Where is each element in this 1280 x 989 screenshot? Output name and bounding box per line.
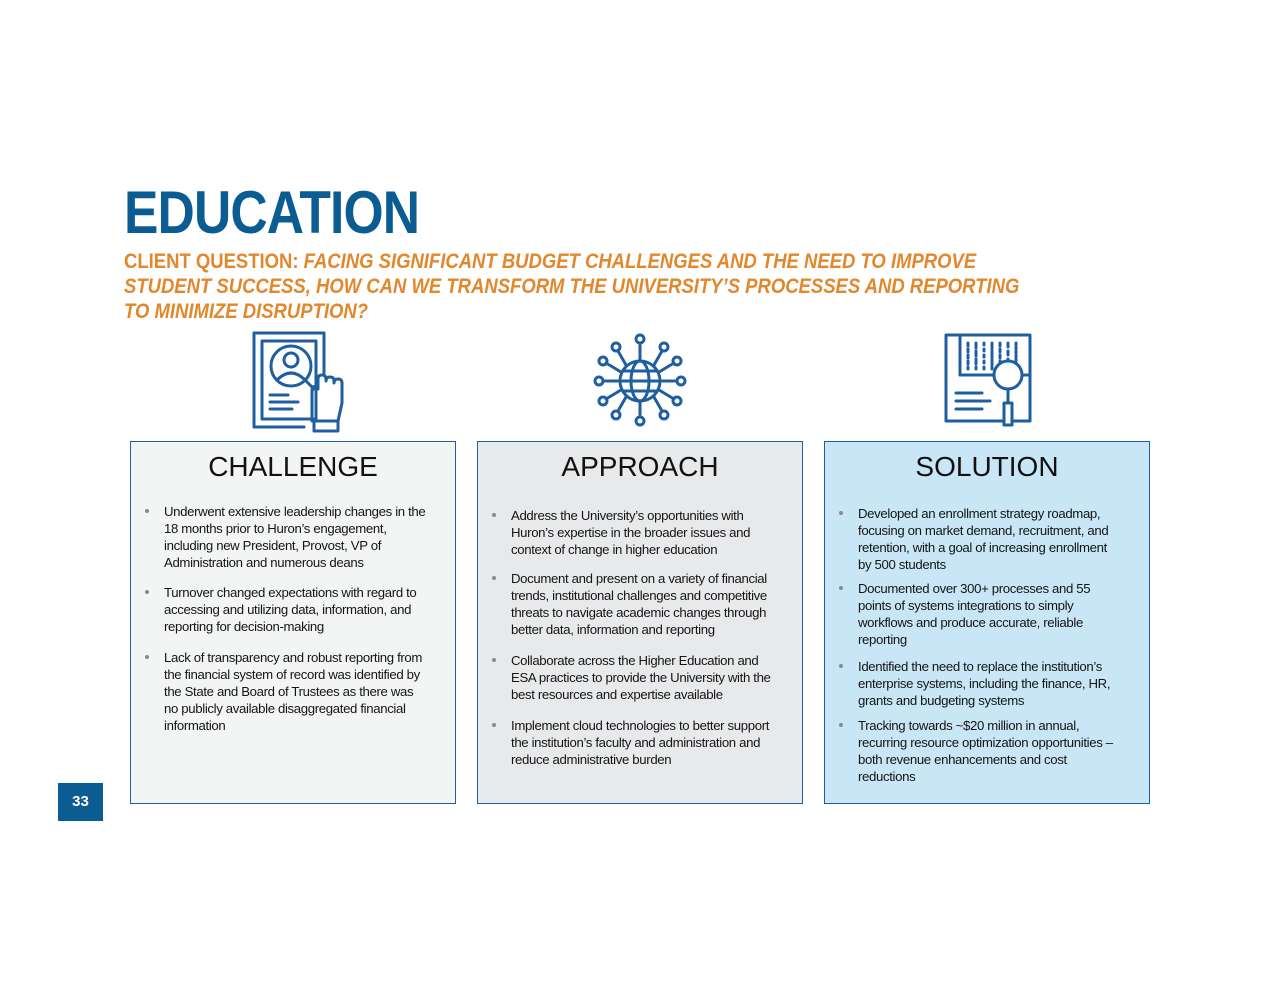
page-title: EDUCATION xyxy=(124,179,420,246)
solution-panel xyxy=(824,441,1150,804)
solution-heading: SOLUTION xyxy=(915,451,1059,482)
list-item: Tracking towards ~$20 million in annual, recurring resource optimization opportunities – both revenue enhancements and cost reductions xyxy=(839,717,1139,785)
list-item: Document and present on a variety of financial trends, institutional challenges and competitive threats to navigate academic changes through better data, information and reporting xyxy=(492,570,792,638)
challenge-heading: CHALLENGE xyxy=(208,451,378,482)
list-item: Documented over 300+ processes and 55 points of systems integrations to simply workflows and produce accurate, reliable reporting xyxy=(839,580,1139,648)
bullet-dot xyxy=(492,723,496,727)
bullet-dot xyxy=(492,658,496,662)
approach-heading: APPROACH xyxy=(561,451,719,482)
bullet-dot xyxy=(839,664,843,668)
bullet-dot xyxy=(145,655,149,659)
globe-network-icon xyxy=(590,331,690,431)
client-question-line-1: CLIENT QUESTION: FACING SIGNIFICANT BUDGET CHALLENGES AND THE NEED TO IMPROVE xyxy=(124,250,977,273)
bullet-dot xyxy=(145,509,149,513)
approach-list xyxy=(478,442,802,803)
list-item: Identified the need to replace the institution’s enterprise systems, including the finance, HR, grants and budgeting systems xyxy=(839,658,1139,709)
bullet-dot xyxy=(492,513,496,517)
bullet-dot xyxy=(839,511,843,515)
approach-panel xyxy=(477,441,803,804)
bullet-dot xyxy=(145,590,149,594)
list-item: Underwent extensive leadership changes in the 18 months prior to Huron’s engagement, including new President, Provost, VP of Administration and numerous deans xyxy=(145,503,445,571)
list-item: Address the University’s opportunities with Huron’s expertise in the broader issues and context of change in higher education xyxy=(492,507,792,558)
client-question-line-3: TO MINIMIZE DISRUPTION? xyxy=(124,300,369,323)
list-item: Turnover changed expectations with regard to accessing and utilizing data, information, and reporting for decision-making xyxy=(145,584,445,635)
client-question-label: CLIENT QUESTION: xyxy=(124,250,304,273)
client-question xyxy=(124,249,1092,324)
list-item: Lack of transparency and robust reporting from the financial system of record was identified by the State and Board of Trustees as there was no publicly available disaggregated financial information xyxy=(145,649,445,734)
resume-magnifier-hand-icon xyxy=(248,329,352,435)
solution-list xyxy=(825,442,1149,803)
challenge-panel xyxy=(130,441,456,804)
bullet-dot xyxy=(839,586,843,590)
list-item: Developed an enrollment strategy roadmap, focusing on market demand, recruitment, and retention, with a goal of increasing enrollment by 500 students xyxy=(839,505,1139,573)
challenge-list xyxy=(131,442,455,803)
page-number: 33 xyxy=(58,783,103,821)
list-item: Implement cloud technologies to better support the institution’s faculty and administration and reduce administrative burden xyxy=(492,717,792,768)
bullet-dot xyxy=(839,723,843,727)
bullet-dot xyxy=(492,576,496,580)
list-item: Collaborate across the Higher Education and ESA practices to provide the University with the best resources and expertise available xyxy=(492,652,792,703)
document-search-icon xyxy=(942,331,1034,431)
client-question-line-2: STUDENT SUCCESS, HOW CAN WE TRANSFORM THE UNIVERSITY’S PROCESSES AND REPORTING xyxy=(124,275,1020,298)
